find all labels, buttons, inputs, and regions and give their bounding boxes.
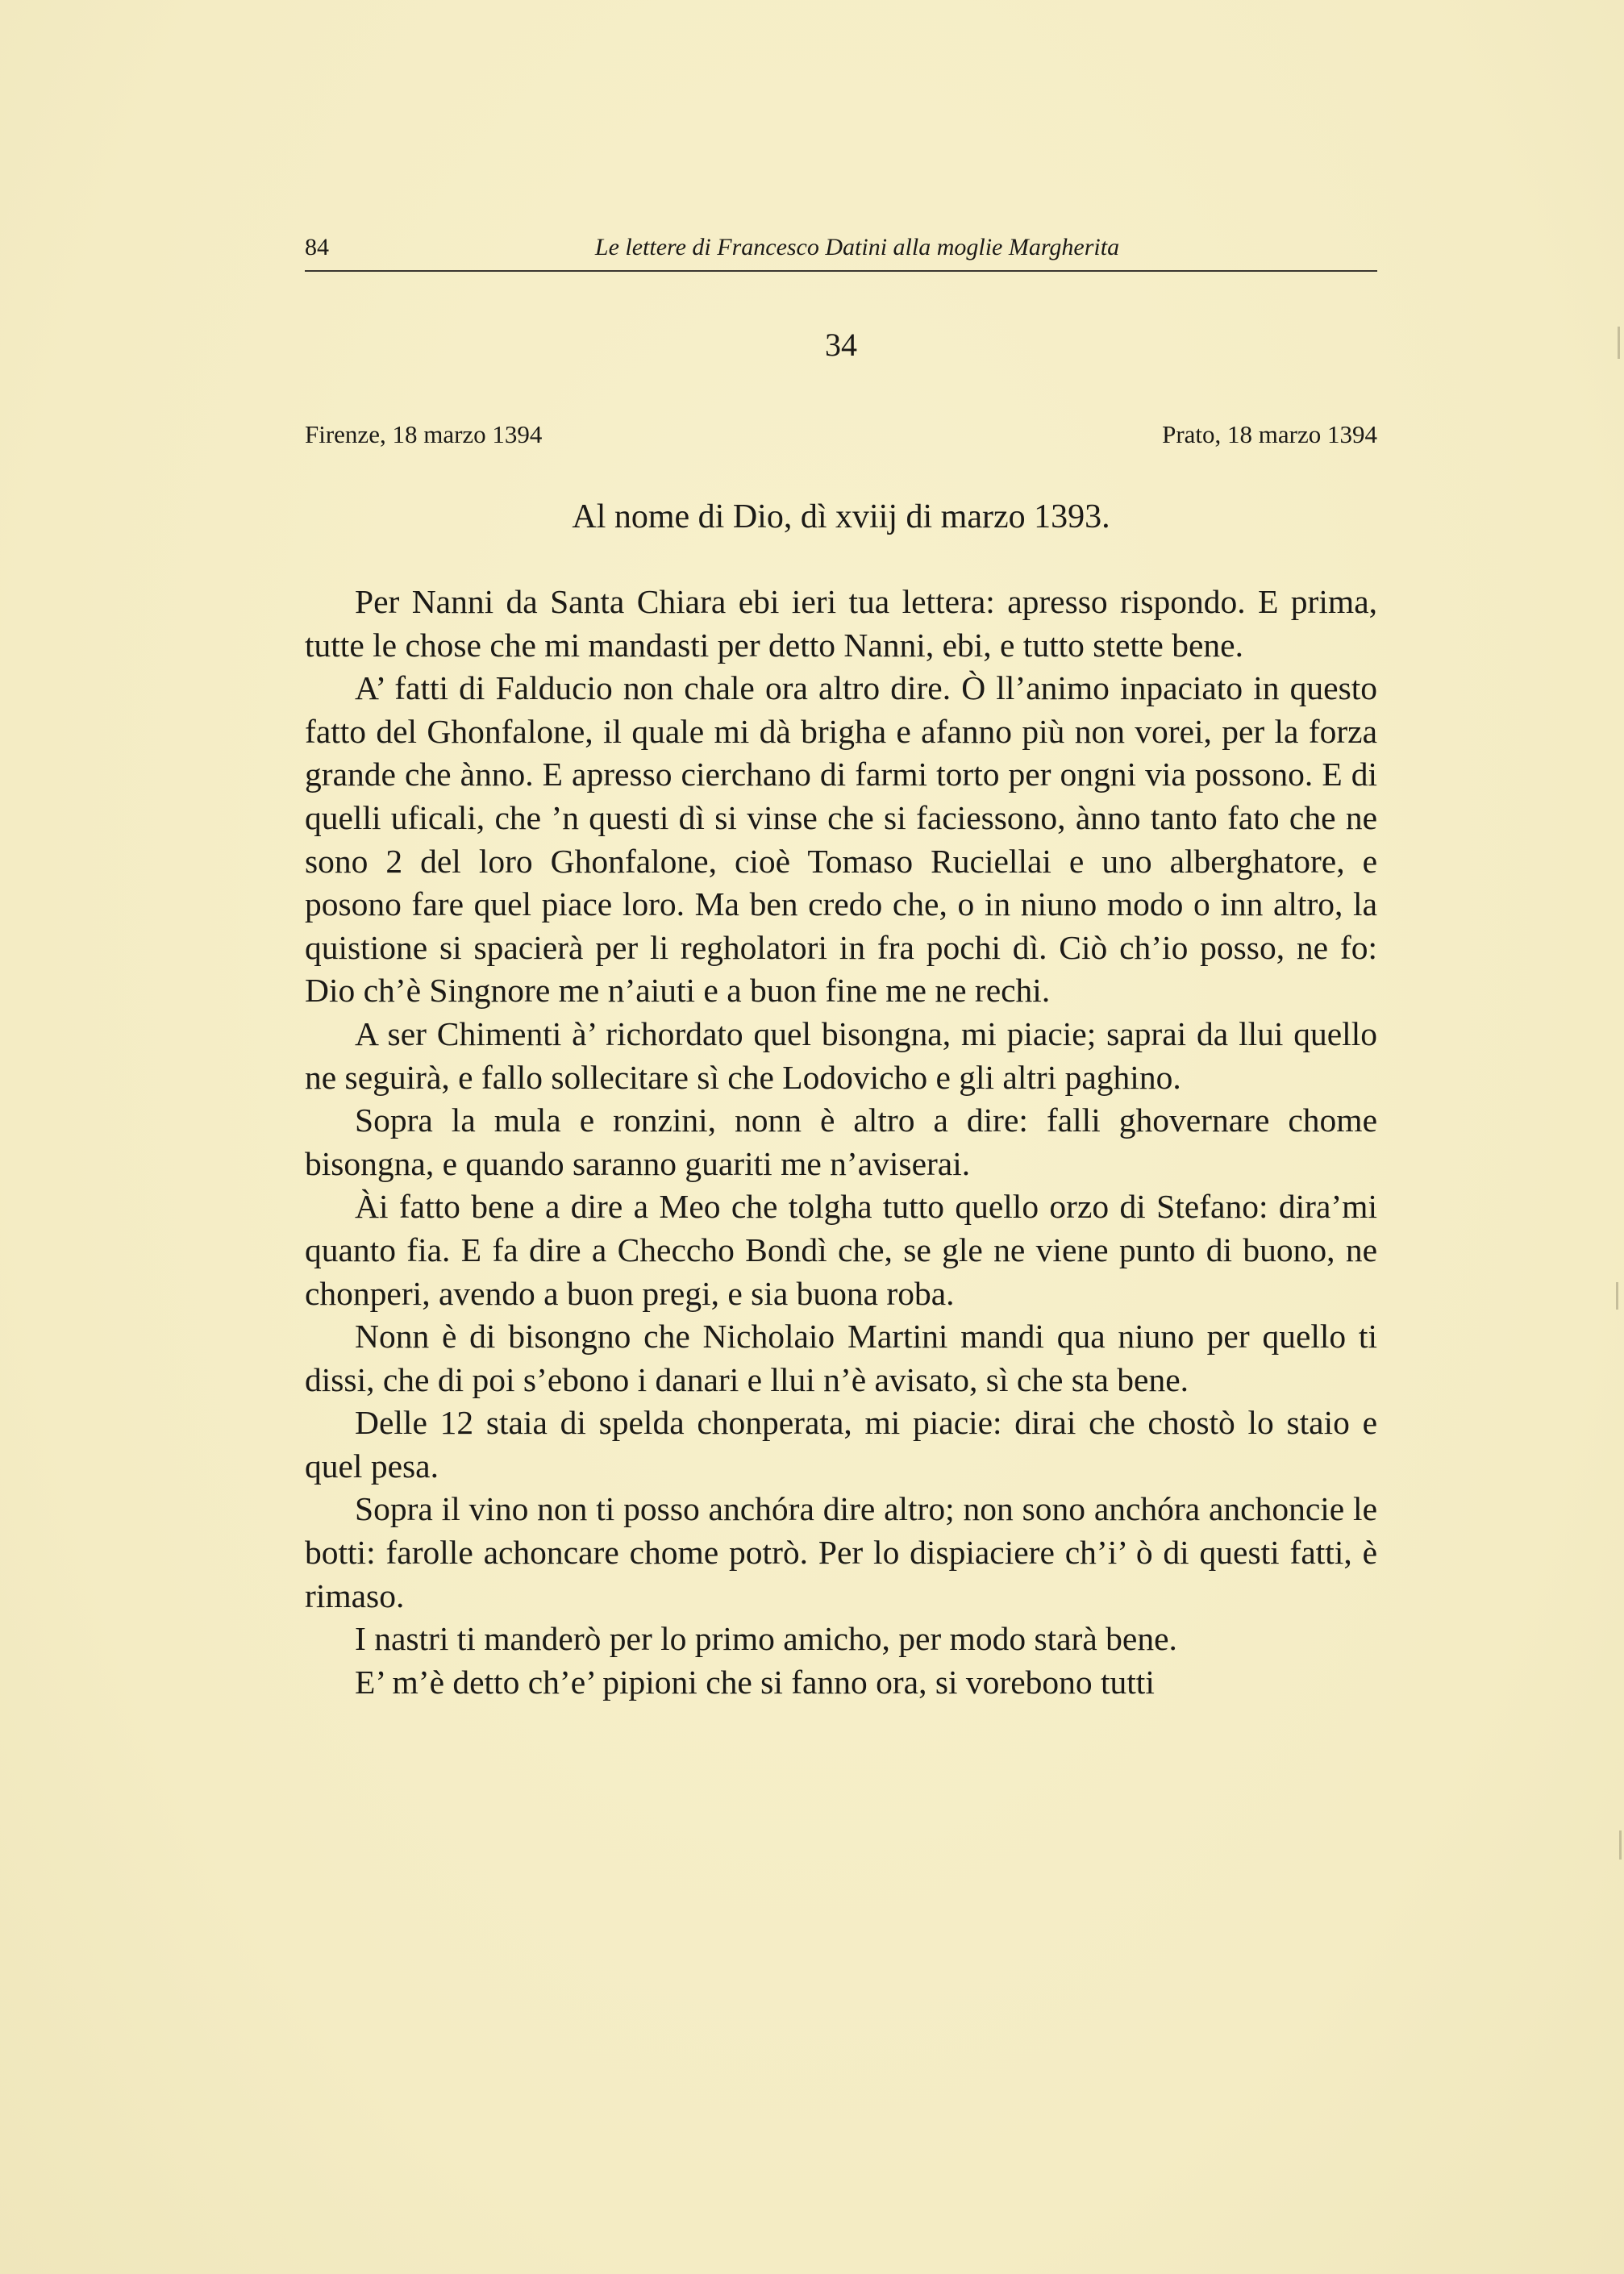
letter-number: 34 [825, 327, 857, 363]
paragraph: Sopra la mula e ronzini, nonn è altro a dire: falli ghovernare chome bisongna, e quando saranno guariti me n’aviserai. [305, 1102, 1377, 1182]
edge-mark [1619, 1830, 1622, 1860]
place-date-right: Prato, 18 marzo 1394 [1162, 420, 1377, 448]
running-header [305, 228, 1377, 272]
page-number: 84 [305, 234, 329, 260]
paragraph: I nastri ti manderò per lo primo amicho, per modo starà bene. [355, 1620, 1177, 1658]
paragraph: Nonn è di bisongno che Nicholaio Martini mandi qua niuno per quello ti dissi, che di poi s’ebono i danari e llui n’è avisato, sì che sta bene. [305, 1318, 1377, 1398]
running-title: Le lettere di Francesco Datini alla moglie Margherita [594, 234, 1120, 260]
edge-mark [1618, 327, 1620, 359]
paragraph: Per Nanni da Santa Chiara ebi ieri tua lettera: apresso rispondo. E prima, tutte le chose che mi mandasti per detto Nanni, ebi, e tutto stette bene. [305, 583, 1377, 664]
dateline [305, 414, 1377, 455]
place-date-left: Firenze, 18 marzo 1394 [305, 420, 543, 448]
paragraph: A ser Chimenti à’ richordato quel bisongna, mi piacie; saprai da llui quello ne seguirà, e fallo sollecitare sì che Lodovicho e gli altri paghino. [305, 1014, 1377, 1096]
letter-opening: Al nome di Dio, dì xviij di marzo 1393. [572, 498, 1110, 535]
edge-mark [1616, 1282, 1618, 1310]
paragraph: Sopra il vino non ti posso anchóra dire altro; non sono anchóra anchoncie le botti: farolle achoncare chome potrò. Per lo dispiaciere ch’i’ ò di questi fatti, è rimaso. [305, 1490, 1377, 1614]
letter-body [305, 581, 1377, 1704]
paragraph: E’ m’è detto ch’e’ pipioni che si fanno ora, si vorebono tutti [355, 1663, 1155, 1701]
paragraph: Delle 12 staia di spelda chonperata, mi piacie: dirai che chostò lo staio e quel pesa. [305, 1404, 1377, 1485]
paragraph: A’ fatti di Falducio non chale ora altro dire. Ò ll’animo inpaciato in questo fatto del Ghonfalone, il quale mi dà brigha e afanno più non vorei, per la forza grande che ànno. E apresso cierchano di farmi torto per ongni via possono. E di quelli uficali, che ’n questi dì si vinse che si faciessono, ànno tanto fato che ne sono 2 del loro Ghonfalone, cioè Tomaso Ruciellai e uno alberghatore, e posono fare quel piace loro. Ma ben credo che, o in niuno modo o inn altro, la quistione si spacierà per li regholatori in fra pochi dì. Ciò ch’io posso, ne fo: Dio ch’è Singnore me n’aiuti e a buon fine me ne rechi. [305, 669, 1377, 1010]
paragraph: Ài fatto bene a dire a Meo che tolgha tutto quello orzo di Stefano: dira’mi quanto fia. E fa dire a Checcho Bondì che, se gle ne viene punto di buono, ne chonperi, avendo a buon pregi, e sia buona roba. [305, 1188, 1377, 1312]
